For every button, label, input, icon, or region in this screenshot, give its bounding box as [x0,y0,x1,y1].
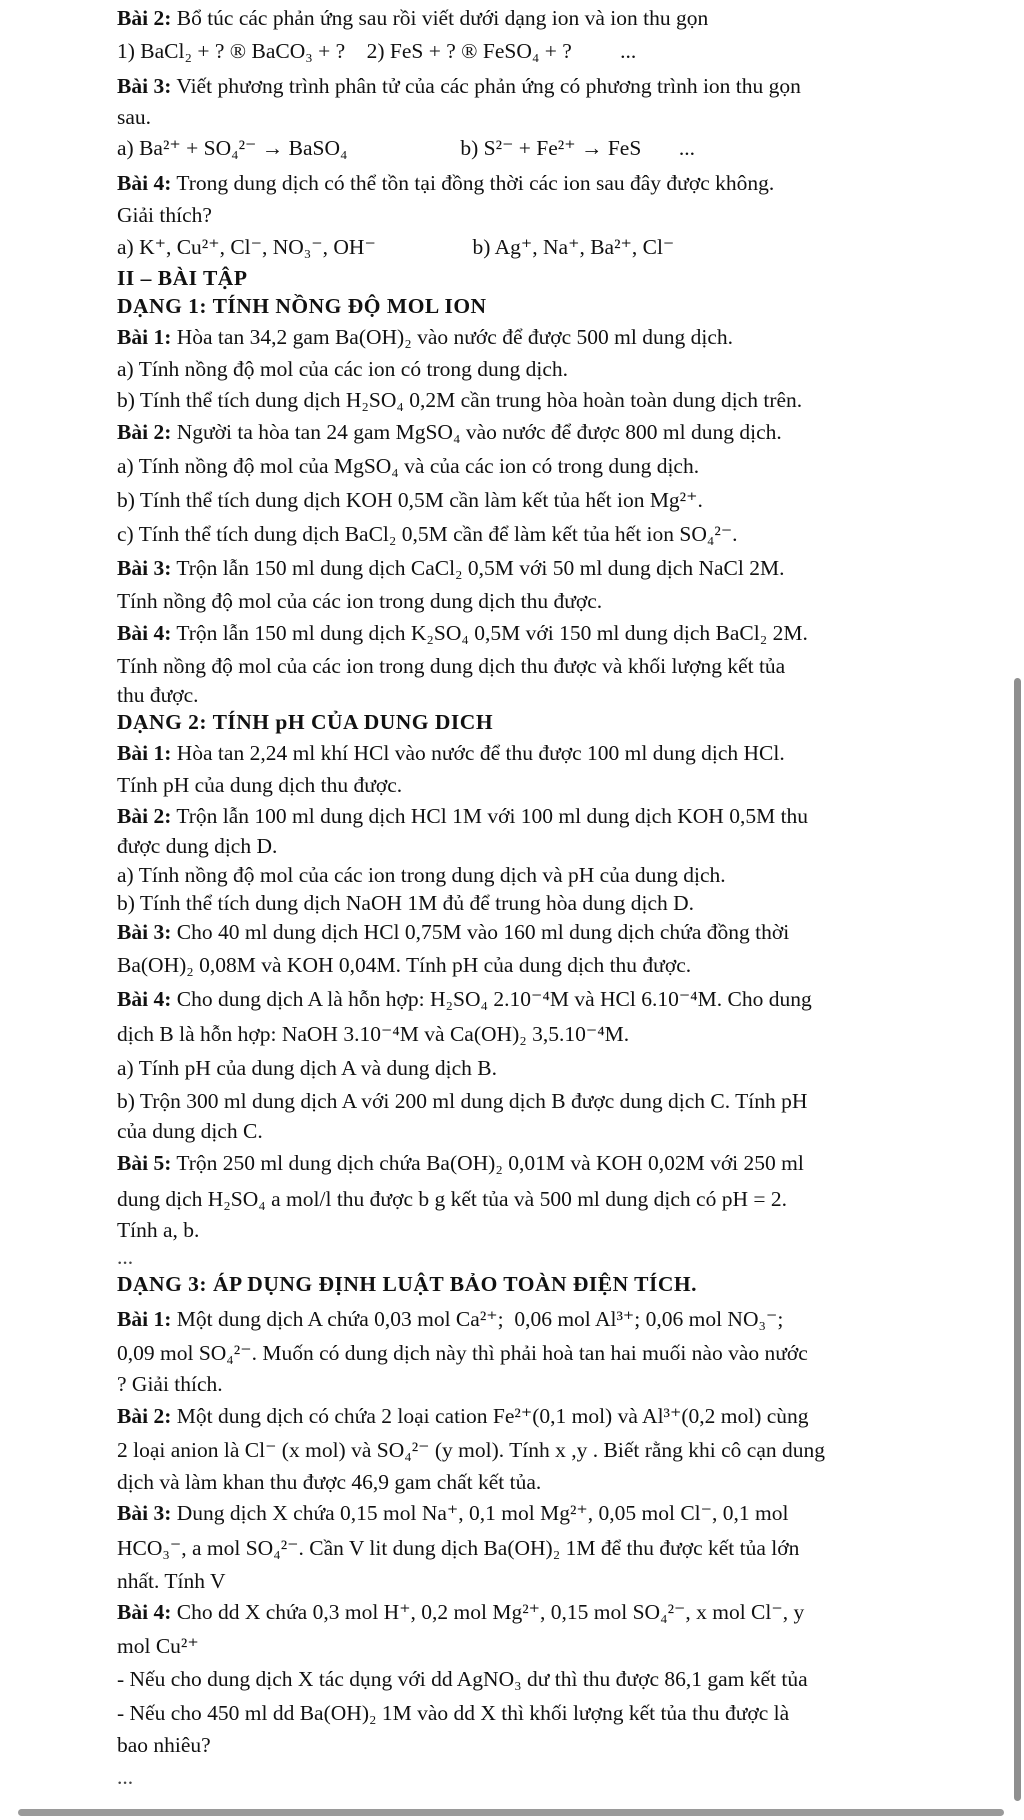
section-heading [117,264,247,292]
label: Bài 4: [117,171,172,195]
text: Bổ túc các phản ứng sau rồi viết dưới dạng ion và ion thu gọn [171,6,709,30]
text: 1) BaCl₂ + ? ® BaCO₃ + ? 2) FeS + ? ® FeSO₄ + ? ... [117,39,637,63]
label: Bài 2: [117,804,172,828]
label: Bài 4: [117,987,172,1011]
label: Bài 4: [117,621,172,645]
text: DẠNG 2: TÍNH pH CỦA DUNG DICH [117,710,494,734]
d1-exercise-4 [117,619,808,647]
label: Bài 3: [117,556,172,580]
text: Cho dung dịch A là hỗn hợp: H₂SO₄ 2.10⁻⁴M và HCl 6.10⁻⁴M. Cho dung [171,987,812,1011]
vertical-scrollbar[interactable] [998,0,1024,1820]
text-line [117,1185,787,1213]
text-line [117,1216,199,1244]
text: c) Tính thể tích dung dịch BaCl₂ 0,5M cần để làm kết tủa hết ion SO₄²⁻. [117,522,738,546]
text: sau. [117,105,152,129]
text-line [117,1020,629,1048]
text-line [117,1087,807,1115]
d2-exercise-4 [117,985,812,1013]
exercise-4-heading [117,169,774,197]
text: - Nếu cho 450 ml dd Ba(OH)₂ 1M vào dd X thì khối lượng kết tủa thu được là [117,1701,790,1725]
text: Người ta hòa tan 24 gam MgSO₄ vào nước để được 800 ml dung dịch. [171,420,782,444]
text-line [117,1436,825,1464]
label: Bài 5: [117,1151,172,1175]
text: Trộn 250 ml dung dịch chứa Ba(OH)₂ 0,01M và KOH 0,02M với 250 ml [171,1151,804,1175]
label: Bài 3: [117,74,172,98]
text-line [117,1468,541,1496]
label: Bài 3: [117,920,172,944]
label: Bài 2: [117,420,172,444]
text: Cho 40 ml dung dịch HCl 0,75M vào 160 ml dung dịch chứa đồng thời [171,920,790,944]
text: a) Tính pH của dung dịch A và dung dịch B. [117,1056,497,1080]
text-line [117,355,568,383]
text: a) K⁺, Cu²⁺, Cl⁻, NO₃⁻, OH⁻ b) Ag⁺, Na⁺, Ba²⁺, Cl⁻ [117,235,675,259]
text-line [117,1731,211,1759]
text-line [117,103,151,131]
text: Tính a, b. [117,1218,200,1242]
text-line [117,1370,223,1398]
d1-exercise-3 [117,554,784,582]
exercise-3-equations [117,134,695,162]
text: Tính pH của dung dịch thu được. [117,773,403,797]
text: Hòa tan 34,2 gam Ba(OH)₂ vào nước để được 500 ml dung dịch. [171,325,734,349]
label: Bài 1: [117,741,172,765]
d3-exercise-1 [117,1305,783,1333]
text-line [117,587,602,615]
d2-exercise-5 [117,1149,804,1177]
text: II – BÀI TẬP [117,266,248,290]
text-line [117,1339,808,1367]
d2-exercise-2 [117,802,808,830]
text: b) Trộn 300 ml dung dịch A với 200 ml dung dịch B được dung dịch C. Tính pH [117,1089,808,1113]
text-line [117,452,699,480]
text-line [117,1534,799,1562]
label: Bài 3: [117,1501,172,1525]
text: Trộn lẫn 150 ml dung dịch K₂SO₄ 0,5M với 150 ml dung dịch BaCl₂ 2M. [171,621,808,645]
text: b) Tính thể tích dung dịch NaOH 1M đủ để trung hòa dung dịch D. [117,891,695,915]
text: a) Tính nồng độ mol của các ion có trong dung dịch. [117,357,568,381]
text: b) Tính thể tích dung dịch KOH 0,5M cần làm kết tủa hết ion Mg²⁺. [117,488,703,512]
text: của dung dịch C. [117,1119,263,1143]
text: Viết phương trình phân tử của các phản ứng có phương trình ion thu gọn [171,74,801,98]
exercise-2-reactions [117,37,636,65]
exercise-4-ions [117,233,674,261]
text-line [117,771,402,799]
text: - Nếu cho dung dịch X tác dụng với dd AgNO₃ dư thì thu được 86,1 gam kết tủa [117,1667,808,1691]
text-line [117,889,694,917]
exercise-3-heading [117,72,801,100]
text-line [117,1117,263,1145]
d3-exercise-2 [117,1402,809,1430]
text: Cho dd X chứa 0,3 mol H⁺, 0,2 mol Mg²⁺, 0,15 mol SO₄²⁻, x mol Cl⁻, y [171,1600,805,1624]
d3-exercise-3 [117,1499,788,1527]
text: Ba(OH)₂ 0,08M và KOH 0,04M. Tính pH của dung dịch thu được. [117,953,692,977]
text: mol Cu²⁺ [117,1634,199,1658]
text-line [117,1054,497,1082]
label: Bài 4: [117,1600,172,1624]
text: dung dịch H₂SO₄ a mol/l thu được b g kết tủa và 500 ml dung dịch có pH = 2. [117,1187,787,1211]
text-line [117,681,199,709]
text: a) Ba²⁺ + SO₄²⁻ → BaSO₄ b) S²⁻ + Fe²⁺ → FeS ... [117,136,696,160]
text-line [117,832,277,860]
label: Bài 2: [117,1404,172,1428]
label: Bài 1: [117,1307,172,1331]
text-line [117,951,691,979]
d1-exercise-1 [117,323,733,351]
text-line [117,201,212,229]
text-line [117,386,802,414]
text: Dung dịch X chứa 0,15 mol Na⁺, 0,1 mol Mg²⁺, 0,05 mol Cl⁻, 0,1 mol [171,1501,789,1525]
text: được dung dịch D. [117,834,278,858]
d2-exercise-3 [117,918,789,946]
text-line [117,520,738,548]
text-line [117,1699,789,1727]
exercise-2-heading [117,4,708,32]
text: DẠNG 3: ÁP DỤNG ĐỊNH LUẬT BẢO TOÀN ĐIỆN TÍCH. [117,1272,697,1296]
text-line [117,861,726,889]
d2-exercise-1 [117,739,785,767]
text: Giải thích? [117,203,212,227]
d1-exercise-2 [117,418,782,446]
text: 2 loại anion là Cl⁻ (x mol) và SO₄²⁻ (y mol). Tính x ,y . Biết rằng khi cô cạn dung [117,1438,826,1462]
text: Hòa tan 2,24 ml khí HCl vào nước để thu được 100 ml dung dịch HCl. [171,741,785,765]
text: Trộn lẫn 150 ml dung dịch CaCl₂ 0,5M với 50 ml dung dịch NaCl 2M. [171,556,785,580]
text: a) Tính nồng độ mol của MgSO₄ và của các ion có trong dung dịch. [117,454,700,478]
text: HCO₃⁻, a mol SO₄²⁻. Cần V lit dung dịch Ba(OH)₂ 1M để thu được kết tủa lớn [117,1536,800,1560]
text-line [117,1567,226,1595]
d3-exercise-4 [117,1598,804,1626]
text: thu được. [117,683,199,707]
text: Trong dung dịch có thể tồn tại đồng thời các ion sau đây được không. [171,171,775,195]
text: nhất. Tính V [117,1569,226,1593]
label: Bài 2: [117,6,172,30]
label: Bài 1: [117,325,172,349]
text-line [117,1632,199,1660]
text: Trộn lẫn 100 ml dung dịch HCl 1M với 100 ml dung dịch KOH 0,5M thu [171,804,809,828]
text: Một dung dịch A chứa 0,03 mol Ca²⁺; 0,06 mol Al³⁺; 0,06 mol NO₃⁻; [171,1307,784,1331]
horizontal-scrollbar[interactable] [0,1808,1024,1820]
section-heading [117,708,493,736]
text: dịch B là hỗn hợp: NaOH 3.10⁻⁴M và Ca(OH)₂ 3,5.10⁻⁴M. [117,1022,630,1046]
ellipsis [117,1763,133,1791]
text-line [117,486,703,514]
text: b) Tính thể tích dung dịch H₂SO₄ 0,2M cần trung hòa hoàn toàn dung dịch trên. [117,388,803,412]
text: Tính nồng độ mol của các ion trong dung dịch thu được và khối lượng kết tủa [117,654,786,678]
text: bao nhiêu? [117,1733,211,1757]
text: Một dung dịch có chứa 2 loại cation Fe²⁺(0,1 mol) và Al³⁺(0,2 mol) cùng [171,1404,809,1428]
text-line [117,652,785,680]
text: a) Tính nồng độ mol của các ion trong dung dịch và pH của dung dịch. [117,863,726,887]
scrollbar-thumb[interactable] [1014,678,1021,1801]
section-heading [117,292,487,320]
text: ... [117,1245,134,1269]
text: DẠNG 1: TÍNH NỒNG ĐỘ MOL ION [117,294,487,318]
text: dịch và làm khan thu được 46,9 gam chất kết tủa. [117,1470,542,1494]
section-heading [117,1270,697,1298]
text: 0,09 mol SO₄²⁻. Muốn có dung dịch này thì phải hoà tan hai muối nào vào nước [117,1341,808,1365]
text: ... [117,1765,134,1789]
ellipsis [117,1243,133,1271]
horizontal-scrollbar-thumb[interactable] [18,1809,1004,1816]
text-line [117,1665,808,1693]
text: Tính nồng độ mol của các ion trong dung dịch thu được. [117,589,603,613]
text: ? Giải thích. [117,1372,223,1396]
